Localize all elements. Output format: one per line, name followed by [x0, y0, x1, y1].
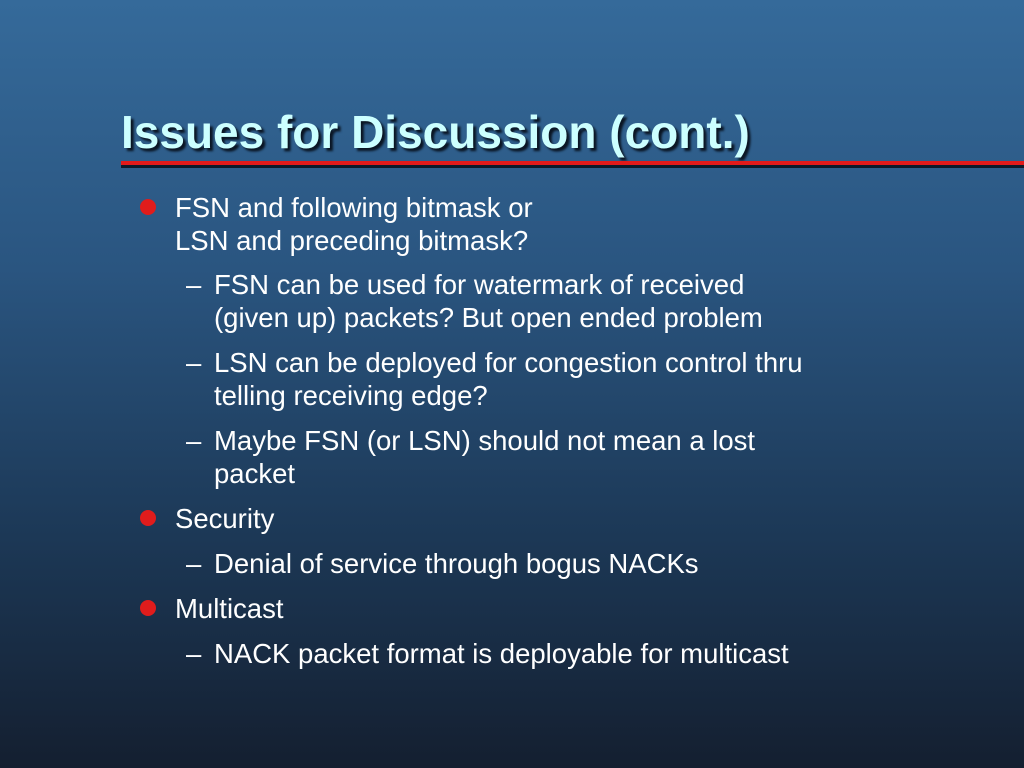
dash-icon: –: [186, 548, 202, 579]
subitem-text: packet: [214, 458, 296, 489]
subitem-text: LSN can be deployed for congestion control thru: [214, 347, 803, 378]
subitem-text: (given up) packets? But open ended problem: [214, 302, 763, 333]
slide-title: Issues for Discussion (cont.): [121, 106, 750, 158]
bullet-text: Security: [175, 503, 275, 534]
dash-icon: –: [186, 269, 202, 300]
dash-icon: –: [186, 347, 202, 378]
bullet-text: LSN and preceding bitmask?: [175, 225, 529, 256]
subitem-text: telling receiving edge?: [214, 380, 488, 411]
bullet-dot-icon: [140, 600, 156, 616]
subitem-text: FSN can be used for watermark of received: [214, 269, 745, 300]
dash-icon: –: [186, 425, 202, 456]
dash-icon: –: [186, 638, 202, 669]
bullet-text: FSN and following bitmask or: [175, 192, 533, 223]
bullet-dot-icon: [140, 199, 156, 215]
subitem-text: Maybe FSN (or LSN) should not mean a lost: [214, 425, 756, 456]
subitem-text: Denial of service through bogus NACKs: [214, 548, 699, 579]
bullet-text: Multicast: [175, 593, 284, 624]
bullet-dot-icon: [140, 510, 156, 526]
subitem-text: NACK packet format is deployable for multicast: [214, 638, 789, 669]
